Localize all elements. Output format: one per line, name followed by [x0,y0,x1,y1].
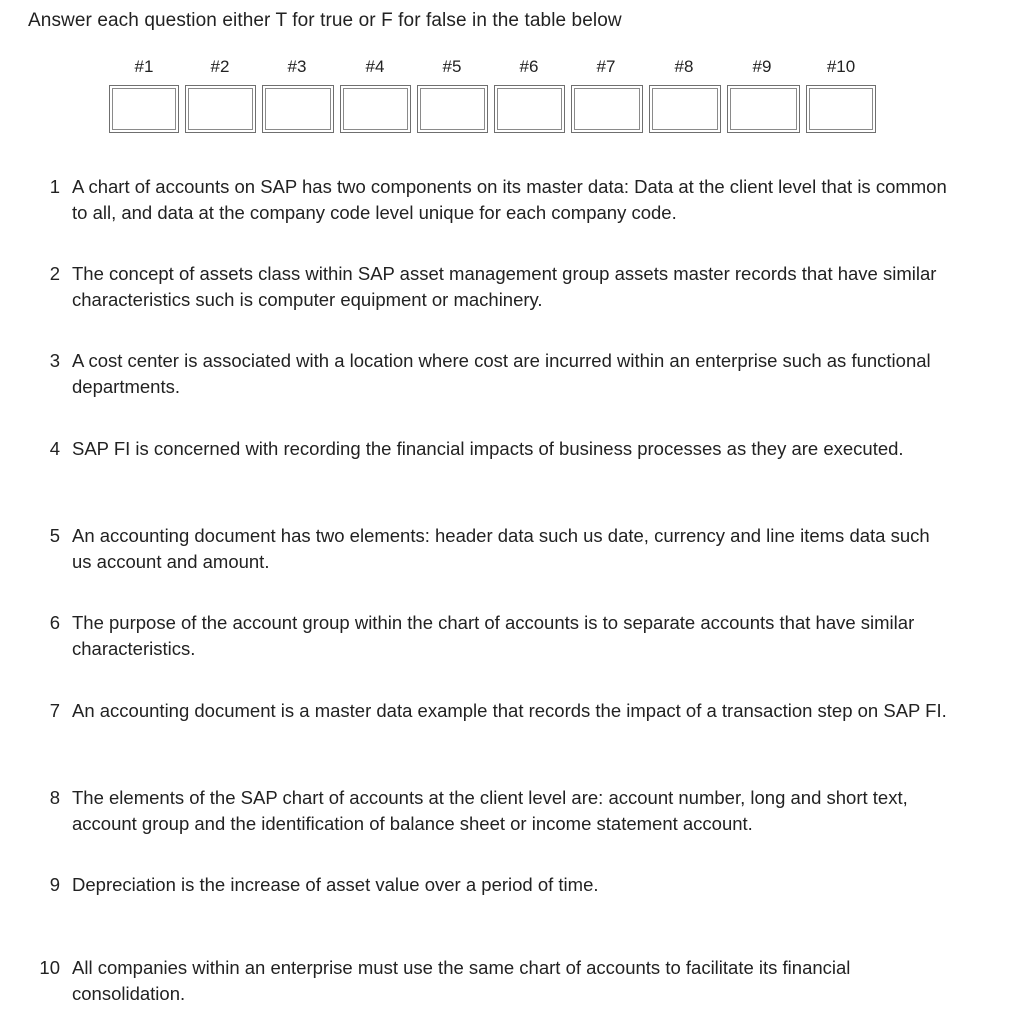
header-cell-5: #5 [442,57,462,76]
header-cell-6: #6 [519,57,539,76]
header-cell-7: #7 [596,57,616,76]
question-text: SAP FI is concerned with recording the financial impacts of business processes as they are executed. [72,438,904,459]
question-text: An accounting document is a master data example that records the impact of a transaction step on SAP FI. [72,700,947,721]
answer-box-5[interactable] [417,85,488,133]
question-text: The concept of assets class within SAP asset management group assets master records that have similar characteristics such is computer equipment or machinery. [72,263,937,310]
answer-box-6[interactable] [494,85,565,133]
header-cell-1: #1 [134,57,154,76]
answer-box-10[interactable] [806,85,876,133]
question-text: The elements of the SAP chart of accounts at the client level are: account number, long and short text, account group and the identification of balance sheet or income statement account. [72,787,908,834]
answer-box-7[interactable] [571,85,643,133]
question-text: A cost center is associated with a location where cost are incurred within an enterprise such as functional departments. [72,350,931,397]
question-number: 4 [49,438,60,459]
question-number: 5 [49,525,60,546]
question-number: 1 [49,176,60,197]
header-cell-4: #4 [365,57,385,76]
answer-box-2[interactable] [185,85,256,133]
header-cell-9: #9 [752,57,772,76]
question-number: 10 [39,957,60,978]
header-cell-8: #8 [674,57,694,76]
question-text: An accounting document has two elements: header data such us date, currency and line items data such us account and amount. [72,525,930,572]
question-number: 3 [49,350,60,371]
answer-box-4[interactable] [340,85,411,133]
answer-table-header [0,57,1010,81]
question-number: 8 [49,787,60,808]
header-cell-10: #10 [826,57,856,76]
question-text: A chart of accounts on SAP has two components on its master data: Data at the client level that is common to all, and data at the company code level unique for each company code. [72,176,947,223]
question-number: 6 [49,612,60,633]
answer-box-1[interactable] [109,85,179,133]
question-text: Depreciation is the increase of asset value over a period of time. [72,874,599,895]
header-cell-3: #3 [287,57,307,76]
question-number: 9 [49,874,60,895]
answer-box-9[interactable] [727,85,800,133]
header-cell-2: #2 [210,57,230,76]
answer-box-3[interactable] [262,85,334,133]
instructions-text: Answer each question either T for true or F for false in the table below [28,10,622,31]
answer-box-8[interactable] [649,85,721,133]
question-number: 2 [49,263,60,284]
question-text: All companies within an enterprise must use the same chart of accounts to facilitate its financial consolidation. [72,957,851,1004]
question-text: The purpose of the account group within the chart of accounts is to separate accounts that have similar characteristics. [72,612,915,659]
question-number: 7 [49,700,60,721]
